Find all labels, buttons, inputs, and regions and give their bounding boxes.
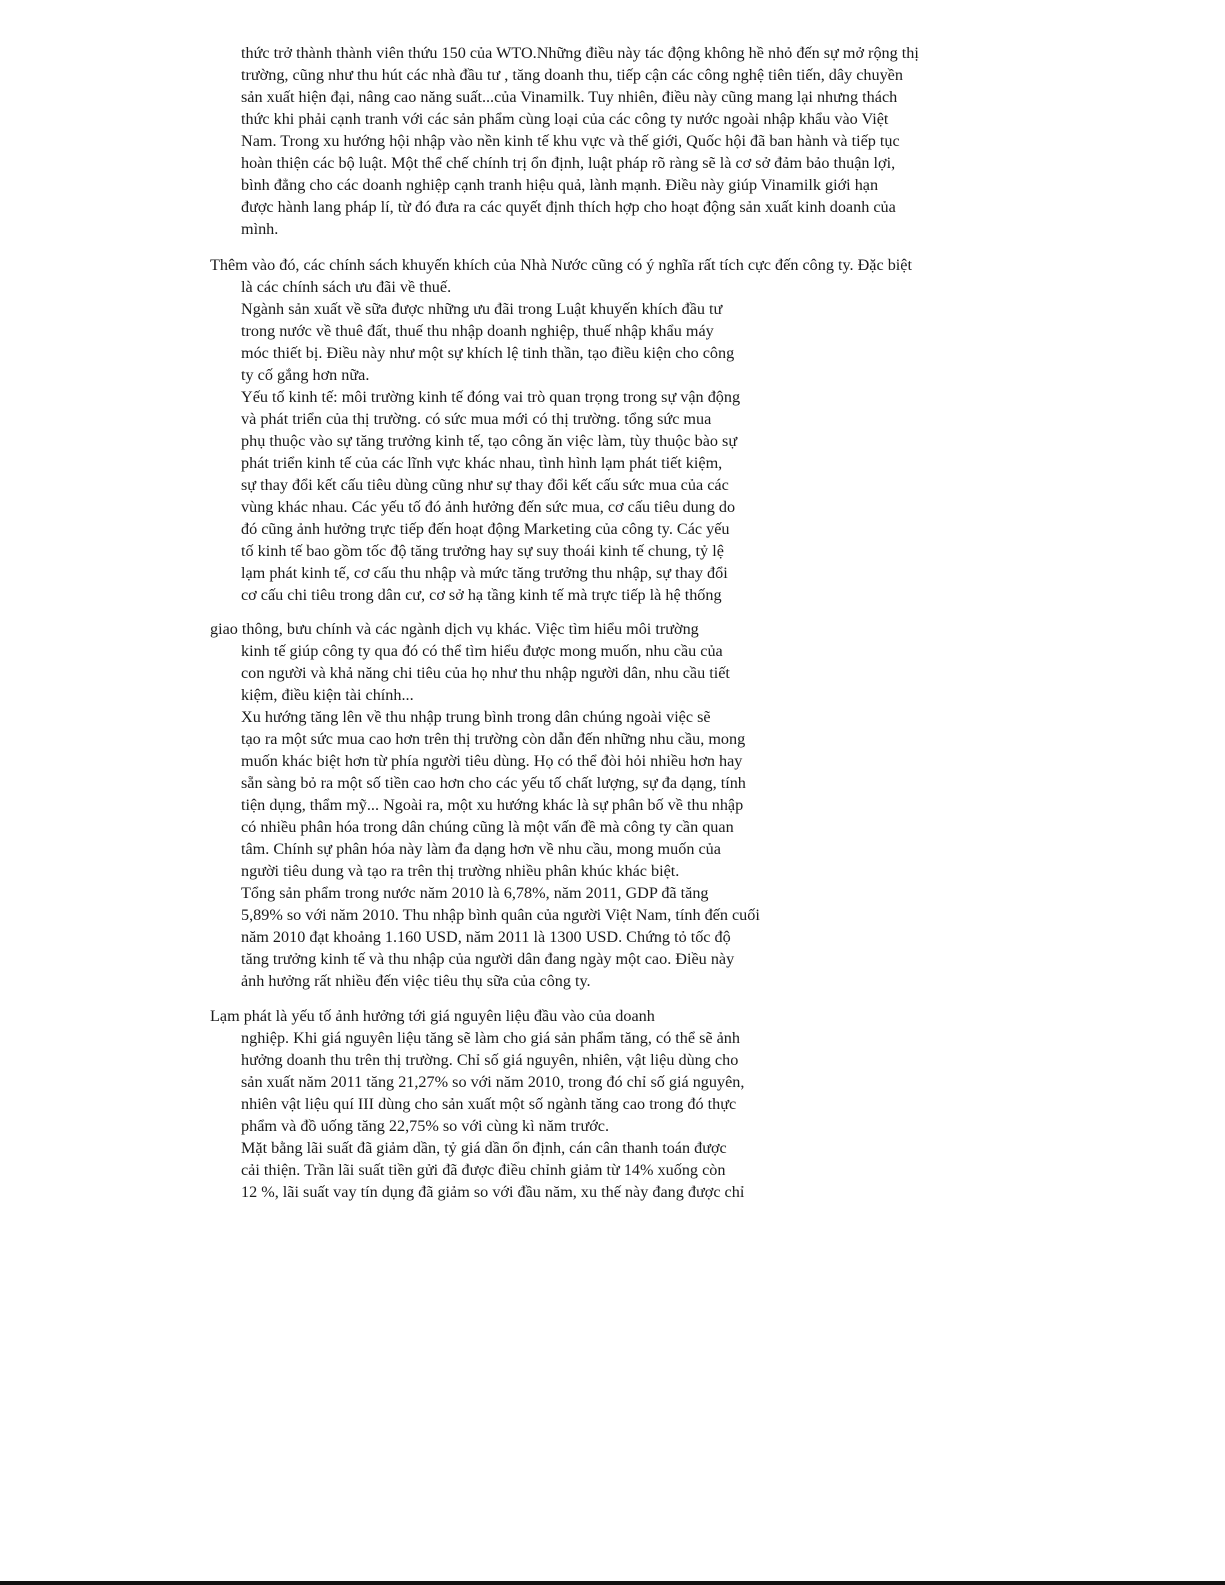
text-line: kinh tế giúp công ty qua đó có thể tìm hiểu được mong muốn, nhu cầu của [241, 642, 723, 660]
text-line: là các chính sách ưu đãi về thuế. [241, 278, 452, 296]
text-line: tiện dụng, thẩm mỹ... Ngoài ra, một xu hướng khác là sự phân bố về thu nhập [241, 796, 744, 814]
text-line: cải thiện. Trần lãi suất tiền gửi đã được điều chỉnh giảm từ 14% xuống còn [241, 1161, 726, 1179]
text-line: muốn khác biệt hơn từ phía người tiêu dùng. Họ có thể đòi hỏi nhiều hơn hay [241, 752, 743, 770]
text-line: sẵn sàng bỏ ra một số tiền cao hơn cho các yếu tố chất lượng, sự đa dạng, tính [241, 774, 746, 792]
text-line: Tổng sản phẩm trong nước năm 2010 là 6,78%, năm 2011, GDP đã tăng [241, 884, 709, 902]
text-line: 5,89% so với năm 2010. Thu nhập bình quân của người Việt Nam, tính đến cuối [241, 906, 760, 924]
text-line: đó cũng ảnh hưởng trực tiếp đến hoạt động Marketing của công ty. Các yếu [241, 520, 730, 538]
text-line: hoàn thiện các bộ luật. Một thể chế chính trị ổn định, luật pháp rõ ràng sẽ là cơ sở đảm bảo thuận lợi, [241, 154, 896, 172]
text-line: trường, cũng như thu hút các nhà đầu tư , tăng doanh thu, tiếp cận các công nghệ tiên tiến, dây chuyền [241, 66, 903, 84]
text-line: sản xuất hiện đại, nâng cao năng suất...của Vinamilk. Tuy nhiên, điều này cũng mang lại nhưng thách [241, 88, 898, 106]
text-line: phát triển kinh tế của các lĩnh vực khác nhau, tình hình lạm phát tiết kiệm, [241, 454, 723, 472]
text-line: lạm phát kinh tế, cơ cấu thu nhập và mức tăng trưởng thu nhập, sự thay đổi [241, 564, 728, 582]
text-line: được hành lang pháp lí, từ đó đưa ra các quyết định thích hợp cho hoạt động sản xuất kinh doanh của [241, 198, 896, 216]
text-line: Thêm vào đó, các chính sách khuyến khích của Nhà Nước cũng có ý nghĩa rất tích cực đến công ty. Đặc biệt [210, 256, 912, 274]
text-line: tăng trưởng kinh tế và thu nhập của người dân đang ngày một cao. Điều này [241, 950, 735, 968]
text-line: Xu hướng tăng lên về thu nhập trung bình trong dân chúng ngoài việc sẽ [241, 708, 711, 726]
text-line: tạo ra một sức mua cao hơn trên thị trường còn dẫn đến những nhu cầu, mong [241, 730, 746, 748]
text-line: vùng khác nhau. Các yếu tố đó ảnh hưởng đến sức mua, cơ cấu tiêu dung do [241, 498, 736, 516]
text-line: giao thông, bưu chính và các ngành dịch vụ khác. Việc tìm hiểu môi trường [210, 620, 699, 638]
text-line: tố kinh tế bao gồm tốc độ tăng trưởng hay sự suy thoái kinh tế chung, tỷ lệ [241, 542, 724, 560]
text-line: hưởng doanh thu trên thị trường. Chỉ số giá nguyên, nhiên, vật liệu dùng cho [241, 1051, 739, 1069]
text-line: nhiên vật liệu quí III dùng cho sản xuất một số ngành tăng cao trong đó thực [241, 1095, 737, 1113]
text-line: nghiệp. Khi giá nguyên liệu tăng sẽ làm cho giá sản phẩm tăng, có thể sẽ ảnh [241, 1029, 740, 1047]
text-line: ảnh hưởng rất nhiều đến việc tiêu thụ sữa của công ty. [241, 972, 591, 990]
text-line: Ngành sản xuất về sữa được những ưu đãi trong Luật khuyến khích đầu tư [241, 300, 723, 318]
text-line: trong nước về thuê đất, thuế thu nhập doanh nghiệp, thuế nhập khẩu máy [241, 322, 714, 340]
text-line: móc thiết bị. Điều này như một sự khích lệ tinh thần, tạo điều kiện cho công [241, 344, 735, 362]
text-line: sản xuất năm 2011 tăng 21,27% so với năm 2010, trong đó chỉ số giá nguyên, [241, 1073, 745, 1091]
page-bottom-border [0, 1581, 1225, 1585]
text-line: con người và khả năng chi tiêu của họ như thu nhập người dân, nhu cầu tiết [241, 664, 730, 682]
text-line: có nhiều phân hóa trong dân chúng cũng là một vấn đề mà công ty cần quan [241, 818, 734, 836]
text-line: Lạm phát là yếu tố ảnh hưởng tới giá nguyên liệu đầu vào của doanh [210, 1007, 655, 1025]
text-line: và phát triển của thị trường. có sức mua mới có thị trường. tổng sức mua [241, 410, 712, 428]
text-line: tâm. Chính sự phân hóa này làm đa dạng hơn về nhu cầu, mong muốn của [241, 840, 721, 858]
text-line: thức khi phải cạnh tranh với các sản phẩm cùng loại của các công ty nước ngoài nhập khẩu vào Việt [241, 110, 889, 128]
text-line: bình đẳng cho các doanh nghiệp cạnh tranh hiệu quả, lành mạnh. Điều này giúp Vinamilk giới hạn [241, 176, 879, 194]
text-line: sự thay đổi kết cấu tiêu dùng cũng như sự thay đổi kết cấu sức mua của các [241, 476, 729, 494]
text-line: ty cố gắng hơn nữa. [241, 366, 370, 384]
text-line: năm 2010 đạt khoảng 1.160 USD, năm 2011 là 1300 USD. Chứng tỏ tốc độ [241, 928, 731, 946]
text-line: Nam. Trong xu hướng hội nhập vào nền kinh tế khu vực và thế giới, Quốc hội đã ban hành và tiếp tục [241, 132, 900, 150]
text-line: 12 %, lãi suất vay tín dụng đã giảm so với đầu năm, xu thế này đang được chỉ [241, 1183, 745, 1201]
text-line: Yếu tố kinh tế: môi trường kinh tế đóng vai trò quan trọng trong sự vận động [241, 388, 741, 406]
text-line: mình. [241, 220, 279, 238]
text-line: kiệm, điều kiện tài chính... [241, 686, 414, 704]
text-line: thức trở thành thành viên thứu 150 của WTO.Những điều này tác động không hề nhỏ đến sự mở rộng thị [241, 44, 919, 62]
text-line: người tiêu dung và tạo ra trên thị trường nhiều phân khúc khác biệt. [241, 862, 680, 880]
text-line: Mặt bằng lãi suất đã giảm dần, tỷ giá dần ổn định, cán cân thanh toán được [241, 1139, 727, 1157]
text-line: phụ thuộc vào sự tăng trưởng kinh tế, tạo công ăn việc làm, tùy thuộc bào sự [241, 432, 738, 450]
text-line: cơ cấu chi tiêu trong dân cư, cơ sở hạ tầng kinh tế mà trực tiếp là hệ thống [241, 586, 722, 604]
text-line: phẩm và đồ uống tăng 22,75% so với cùng kì năm trước. [241, 1117, 610, 1135]
